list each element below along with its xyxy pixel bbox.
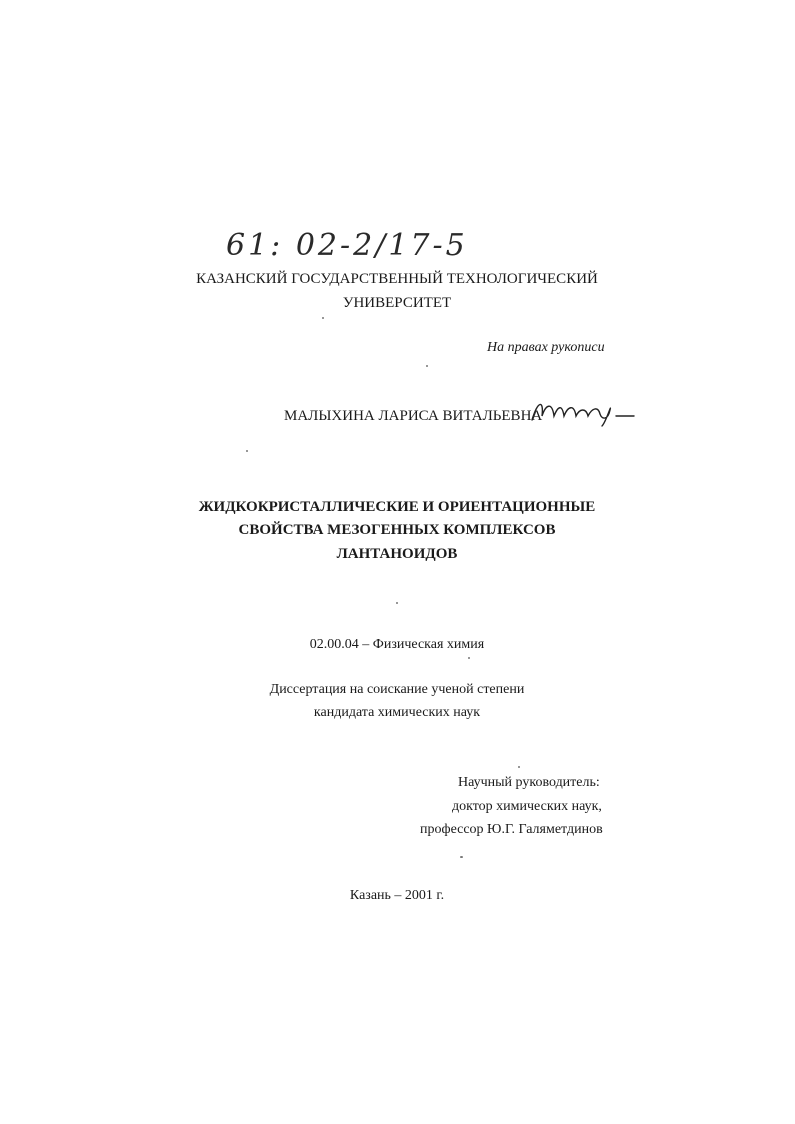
supervisor-degree: доктор химических наук,: [452, 799, 602, 814]
thesis-title-line3: ЛАНТАНОИДОВ: [336, 546, 458, 562]
university-name-line1: КАЗАНСКИЙ ГОСУДАРСТВЕННЫЙ ТЕХНОЛОГИЧЕСКИЙ: [196, 271, 598, 287]
place-year: Казань – 2001 г.: [349, 888, 445, 903]
scan-speck: [460, 856, 463, 858]
thesis-title-line1: ЖИДКОКРИСТАЛЛИЧЕСКИЕ И ОРИЕНТАЦИОННЫЕ: [198, 499, 596, 515]
degree-line1: Диссертация на соискание ученой степени: [269, 682, 525, 697]
scan-speck: [518, 766, 520, 768]
scan-speck: [426, 365, 428, 367]
author-name: МАЛЫХИНА ЛАРИСА ВИТАЛЬЕВНА: [284, 408, 543, 424]
scan-speck: [396, 602, 398, 604]
author-signature: [528, 394, 638, 430]
scan-speck: [468, 657, 470, 659]
manuscript-rights-note: На правах рукописи: [487, 340, 605, 355]
supervisor-label: Научный руководитель:: [458, 775, 600, 790]
catalog-number: 61: 02-2/17-5: [226, 228, 468, 263]
degree-line2: кандидата химических наук: [313, 705, 481, 720]
scan-speck: [322, 317, 324, 319]
specialty-code: 02.00.04 – Физическая химия: [309, 637, 485, 652]
thesis-title-line2: СВОЙСТВА МЕЗОГЕННЫХ КОМПЛЕКСОВ: [238, 522, 556, 538]
scan-speck: [246, 450, 248, 452]
university-name-line2: УНИВЕРСИТЕТ: [342, 295, 452, 311]
supervisor-name: профессор Ю.Г. Галяметдинов: [420, 822, 603, 837]
